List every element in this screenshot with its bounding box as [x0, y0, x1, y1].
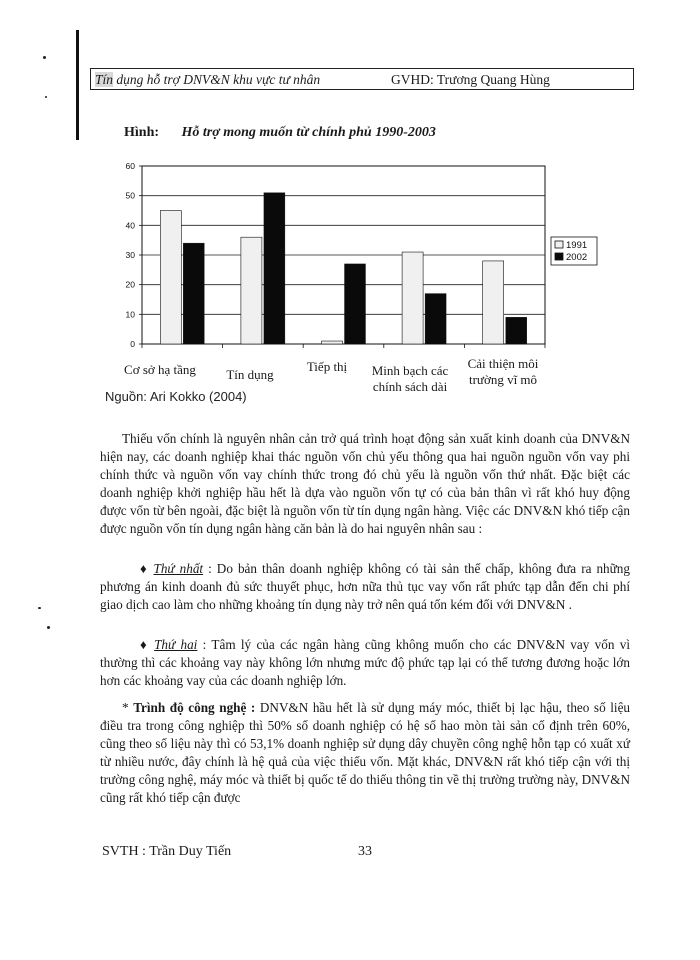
- bar-2002-0: [183, 243, 204, 344]
- paragraph-second-reason: [100, 636, 630, 690]
- figure-name: Hỗ trợ mong muốn từ chính phủ 1990-2003: [181, 125, 436, 140]
- bar-1991-4: [483, 261, 504, 344]
- header-title-rest: dụng hỗ trợ DNV&N khu vực tư nhân: [113, 72, 321, 87]
- footer-author: SVTH : Trần Duy Tiến: [102, 844, 232, 859]
- bar-1991-1: [241, 237, 262, 344]
- legend-swatch-1991: [555, 241, 563, 248]
- paragraph-technology-level: [100, 699, 630, 807]
- technology-heading: Trình độ công nghệ :: [133, 700, 256, 715]
- y-tick-label: 40: [125, 220, 135, 231]
- category-label-2: Tiếp thị: [306, 359, 348, 374]
- figure-source: Nguồn: Ari Kokko (2004): [105, 389, 247, 404]
- bar-1991-3: [402, 252, 423, 344]
- bar-2002-4: [506, 317, 527, 344]
- bar-2002-1: [264, 193, 285, 344]
- legend-label-2002: 2002: [566, 252, 588, 263]
- bar-chart: [0, 0, 700, 420]
- legend-label-1991: 1991: [566, 240, 588, 251]
- paragraph-capital-shortage: Thiếu vốn chính là nguyên nhân cản trở quá trình hoạt động sản xuất kinh doanh của DNV&N hiện nay, các doanh nghiệp khai thác nguồn vốn chủ yếu thông qua hai nguồn nguồn vốn vay phi chính thức và nguồn vốn vay chính thức trong đó chủ yếu là nguồn vốn thứ nhất. Đặc biệt các doanh nghiệp khởi nghiệp hầu hết là dựa vào nguồn vốn tự có của bản thân vì rất khó huy động được vốn từ bên ngoài, đặc biệt là nguồn vốn từ tín dụng ngân hàng. Việc các DNV&N khó tiếp cận được nguồn vốn tín dụng ngân hàng căn bản là do hai nguyên nhân sau :: [100, 431, 630, 536]
- bar-1991-0: [160, 211, 181, 345]
- scan-speck: [47, 626, 50, 629]
- paragraph-first-reason: [100, 560, 630, 614]
- bullet-icon: ♦: [140, 637, 149, 652]
- bar-2002-3: [425, 294, 446, 344]
- scan-speck: [38, 607, 41, 609]
- first-reason-text: : Do bản thân doanh nghiệp không có tài sản thế chấp, không đưa ra những phương án kinh doanh đủ sức thuyết phục, hơn nữa thủ tục vay vốn rất phức tạp dẫn đến chi phí giao dịch cao làm cho những khoảng tín dụng này trở nên quá tốn kém đối với DNV&N .: [100, 561, 630, 612]
- y-tick-label: 50: [125, 190, 135, 201]
- first-reason-label: Thứ nhất: [153, 561, 204, 576]
- legend-swatch-2002: [555, 253, 563, 260]
- y-tick-label: 20: [125, 279, 135, 290]
- second-reason-label: Thứ hai: [154, 637, 198, 652]
- bullet-icon: ♦: [140, 561, 149, 576]
- category-label-1: Tín dụng: [226, 367, 274, 382]
- bar-1991-2: [322, 341, 343, 344]
- second-reason-text: : Tâm lý của các ngân hàng cũng không muốn cho các DNV&N vay vốn vì thường thì các khoảng vay này không lớn nhưng mức độ phức tạp lại có thể tương đương hoặc lớn hơn các khoảng vay của các doanh nghiệp lớn.: [100, 637, 630, 688]
- star-icon: *: [122, 700, 129, 715]
- header-title-highlight: Tín: [95, 72, 114, 87]
- category-label-0: Cơ sở hạ tầng: [124, 362, 196, 377]
- category-label-3: Minh bạch các chính sách dài: [371, 363, 449, 394]
- y-tick-label: 60: [125, 161, 135, 171]
- y-tick-label: 10: [125, 309, 135, 320]
- page-number: 33: [358, 844, 372, 859]
- bar-2002-2: [345, 264, 366, 344]
- y-tick-label: 30: [125, 250, 135, 260]
- category-label-4: Cải thiện môi trường vĩ mô: [467, 356, 539, 387]
- y-tick-label: 0: [130, 339, 135, 349]
- header-supervisor: GVHD: Trương Quang Hùng: [391, 72, 550, 87]
- technology-text: DNV&N hầu hết là sử dụng máy móc, thiết bị lạc hậu, theo số liệu điều tra trong công nghiệp thì 50% số doanh nghiệp có hệ số hao mòn tài sản cố định trên 60%, cũng theo số liệu này thì có 53,1% doanh nghiệp sử dụng dây chuyền công nghệ hỗn tạp có xuất xứ từ nhiều nước, đây chính là hệ quả của việc thiếu vốn. Mặt khác, DNV&N rất khó tiếp cận với thị trường công nghệ, máy móc và thiết bị quốc tế do thiếu thông tin về thị trường trường này, DNV&N cũng rất khó tiếp cận được: [100, 700, 631, 805]
- figure-label: Hình:: [124, 125, 160, 140]
